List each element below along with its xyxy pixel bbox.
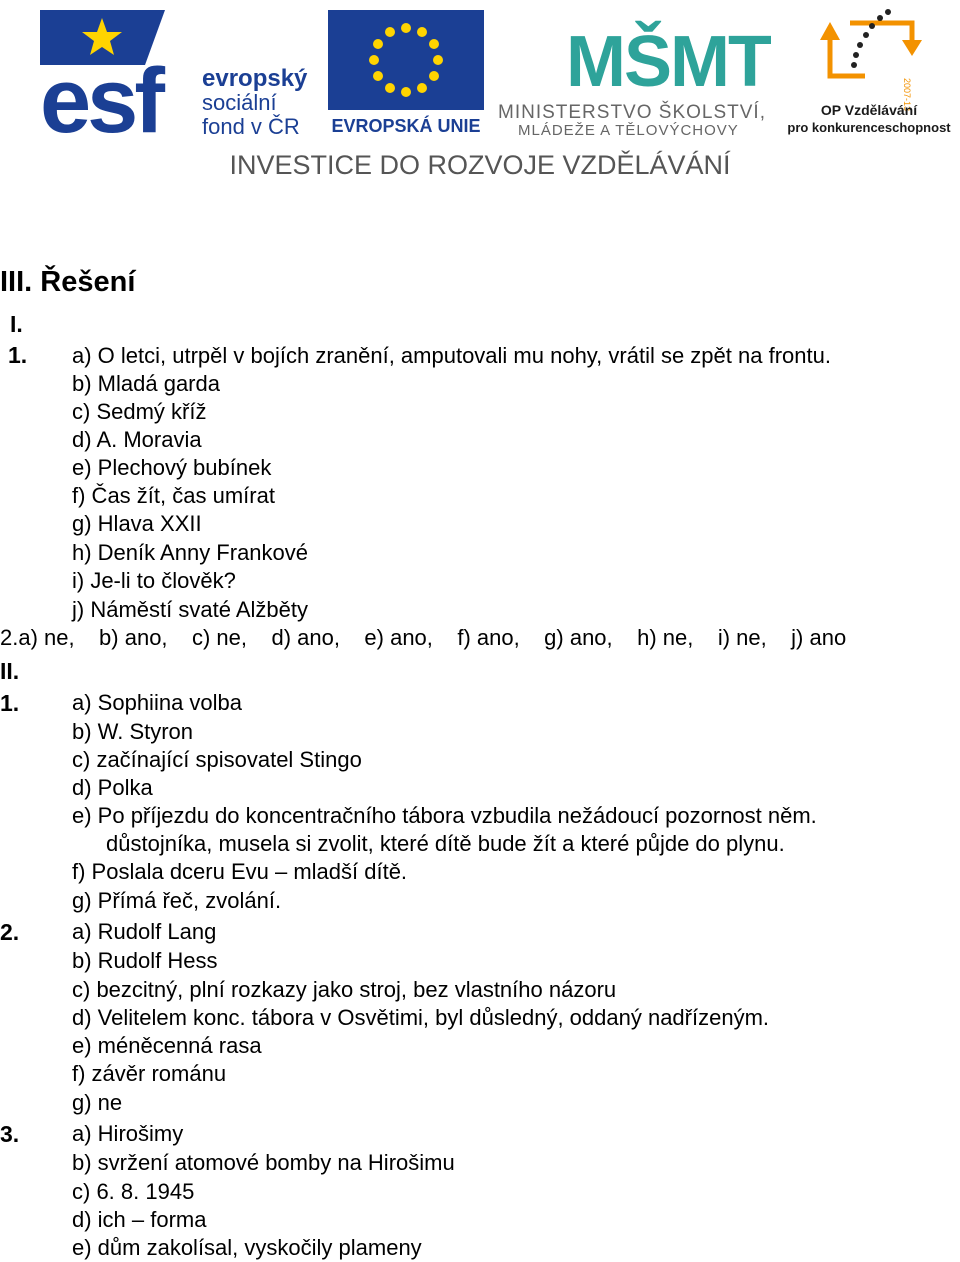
- eu-flag-logo: [326, 10, 486, 135]
- answer-item: f) Čas žít, čas umírat: [72, 483, 275, 508]
- section-title: III. Řešení: [0, 266, 136, 298]
- answer-item: e) Po příjezdu do koncentračního tábora vzbudila nežádoucí pozornost něm.: [72, 803, 817, 828]
- svg-text:MINISTERSTVO ŠKOLSTVÍ,: MINISTERSTVO ŠKOLSTVÍ,: [498, 102, 766, 123]
- esf-logo: [40, 10, 320, 140]
- answer-item: g) Přímá řeč, zvolání.: [72, 888, 282, 913]
- answer-item: a) Hirošimy: [72, 1121, 184, 1146]
- question-number: 1.: [0, 690, 20, 716]
- answer-item: 2.a) ne, b) ano, c) ne, d) ano, e) ano, f) ano, g) ano, h) ne, i) ne, j) ano: [0, 625, 847, 650]
- answer-item: c) začínající spisovatel Stingo: [72, 747, 362, 772]
- svg-text:evropský: evropský: [202, 65, 308, 92]
- answer-item: b) Rudolf Hess: [72, 948, 218, 973]
- answer-item: e) Plechový bubínek: [72, 455, 272, 480]
- arrow-down-icon: [902, 40, 922, 56]
- answer-item: e) dům zakolísal, vyskočily plameny: [72, 1235, 422, 1260]
- svg-text:fond v ČR: fond v ČR: [202, 114, 300, 139]
- question-number: 3.: [0, 1121, 20, 1147]
- answer-item: e) méněcenná rasa: [72, 1033, 262, 1058]
- part-label: I.: [10, 311, 23, 337]
- svg-text:2007-13: 2007-13: [902, 78, 912, 112]
- answer-item: c) Sedmý kříž: [72, 399, 207, 424]
- answer-item: h) Deník Anny Frankové: [72, 540, 309, 565]
- header-logos: [0, 0, 960, 200]
- answer-item: j) Náměstí svaté Alžběty: [72, 597, 308, 622]
- answer-item: c) bezcitný, plní rozkazy jako stroj, bez vlastního názoru: [72, 977, 617, 1002]
- question-number: 1.: [8, 342, 28, 368]
- question-number: 2.: [0, 919, 20, 945]
- answer-item: f) závěr románu: [72, 1061, 227, 1086]
- answer-item: a) Sophiina volba: [72, 690, 243, 715]
- answer-item: g) ne: [72, 1090, 123, 1115]
- svg-text:EVROPSKÁ UNIE: EVROPSKÁ UNIE: [331, 116, 481, 135]
- part-label: II.: [0, 658, 20, 684]
- svg-text:MŠMT: MŠMT: [566, 22, 770, 102]
- svg-text:esf: esf: [40, 50, 161, 140]
- svg-text:OP Vzdělávání: OP Vzdělávání: [820, 102, 918, 118]
- answer-item: důstojníka, musela si zvolit, které dítě bude žít a které půjde do plynu.: [106, 831, 785, 856]
- answer-item: d) Velitelem konc. tábora v Osvětimi, byl důsledný, oddaný nadřízeným.: [72, 1005, 770, 1030]
- dots-icon: [851, 9, 891, 68]
- msmt-logo: [496, 8, 771, 138]
- op-vzdelavani-logo: [780, 8, 958, 138]
- answer-item: d) Polka: [72, 775, 153, 800]
- investice-tagline: INVESTICE DO ROZVOJE VZDĚLÁVÁNÍ: [229, 150, 731, 180]
- svg-text:pro konkurenceschopnost: pro konkurenceschopnost: [787, 120, 951, 135]
- answer-item: d) ich – forma: [72, 1207, 207, 1232]
- answer-item: d) A. Moravia: [72, 427, 202, 452]
- answer-item: b) svržení atomové bomby na Hirošimu: [72, 1150, 455, 1175]
- answer-item: a) O letci, utrpěl v bojích zranění, amputovali mu nohy, vrátil se zpět na frontu.: [72, 343, 831, 368]
- answer-item: i) Je-li to člověk?: [72, 568, 236, 593]
- answer-item: b) Mladá garda: [72, 371, 220, 396]
- answer-item: g) Hlava XXII: [72, 511, 202, 536]
- svg-text:MLÁDEŽE A TĚLOVÝCHOVY: MLÁDEŽE A TĚLOVÝCHOVY: [518, 122, 739, 138]
- svg-text:sociální: sociální: [202, 90, 277, 115]
- arrow-up-icon: [820, 22, 840, 40]
- answer-item: f) Poslala dceru Evu – mladší dítě.: [72, 859, 408, 884]
- answer-item: a) Rudolf Lang: [72, 919, 217, 944]
- answer-item: b) W. Styron: [72, 719, 194, 744]
- answer-item: c) 6. 8. 1945: [72, 1179, 195, 1204]
